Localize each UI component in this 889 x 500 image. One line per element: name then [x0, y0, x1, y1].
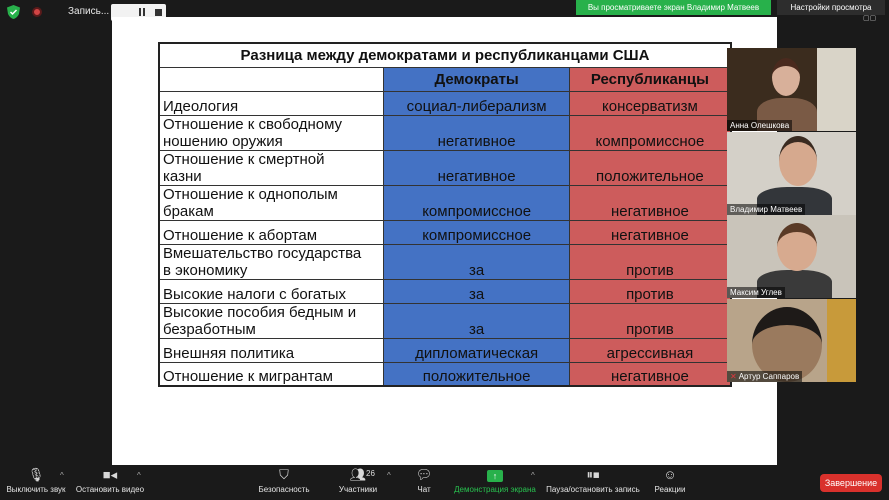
democrats-value: за [384, 244, 569, 279]
shield-icon[interactable] [7, 5, 20, 19]
table-row [159, 115, 731, 150]
reactions-label: Реакции [654, 485, 686, 494]
democrats-value: социал-либерализм [384, 91, 569, 115]
row-criterion [159, 303, 384, 338]
reactions-button[interactable] [652, 465, 688, 500]
pause-recording-button[interactable] [544, 465, 642, 500]
table-title: Разница между демократами и республиканцами США [159, 43, 731, 67]
table-row [159, 303, 731, 338]
participants-options-chevron-icon[interactable]: ^ [387, 471, 391, 480]
republicans-value: против [569, 303, 731, 338]
video-camera-icon: ■◂ [102, 467, 118, 482]
row-criterion [159, 220, 384, 244]
chat-button[interactable] [410, 465, 438, 500]
recording-label: Запись... [68, 6, 110, 17]
republicans-value: агрессивная [569, 338, 731, 362]
participant-face [777, 223, 817, 271]
chat-icon: 💬︎ [415, 467, 433, 482]
video-label: Остановить видео [75, 485, 145, 494]
table-row [159, 279, 731, 303]
row-criterion [159, 185, 384, 220]
row-criterion [159, 338, 384, 362]
democrats-value: негативное [384, 115, 569, 150]
participant-tile[interactable] [727, 299, 856, 382]
criterion-line: Отношение к мигрантам [163, 368, 333, 385]
criterion-line: Внешняя политика [163, 344, 295, 362]
mute-label: Выключить звук [6, 485, 66, 494]
table-row [159, 244, 731, 279]
row-criterion [159, 244, 384, 279]
table-row [159, 185, 731, 220]
republicans-value: против [569, 279, 731, 303]
meeting-toolbar [0, 465, 889, 500]
video-options-chevron-icon[interactable]: ^ [137, 471, 141, 480]
republicans-value: негативное [569, 362, 731, 386]
security-label: Безопасность [258, 485, 310, 494]
democrats-value: за [384, 303, 569, 338]
comparison-table [158, 42, 732, 387]
criterion-line: Вмешательство государства [163, 244, 362, 262]
criterion-line: казни [163, 167, 202, 185]
democrats-value: негативное [384, 150, 569, 185]
chat-label: Чат [417, 485, 431, 494]
security-button[interactable] [254, 465, 314, 500]
shield-icon: ⛉ [279, 467, 289, 482]
row-criterion [159, 91, 384, 115]
participants-count: 26 [366, 469, 375, 478]
pause-recording-label: Пауза/остановить запись [546, 485, 640, 494]
table-header-empty [159, 67, 384, 91]
democrats-value: за [384, 279, 569, 303]
header-democrats: Демократы [384, 67, 569, 91]
table-row [159, 338, 731, 362]
table-body [159, 91, 731, 386]
wall-background [827, 299, 856, 382]
democrats-value: компромиссное [384, 185, 569, 220]
end-meeting-button[interactable]: Завершение [820, 474, 882, 492]
democrats-value: положительное [384, 362, 569, 386]
criterion-line: безработным [163, 320, 256, 338]
wall-background [817, 48, 856, 131]
criterion-line: Высокие налоги с богатых [163, 285, 347, 303]
row-criterion [159, 362, 384, 386]
republicans-value: негативное [569, 185, 731, 220]
view-options-button[interactable]: Настройки просмотра [777, 0, 885, 15]
participant-name: Артур Саппаров [738, 372, 800, 381]
participant-name: Владимир Матвеев [727, 204, 805, 215]
pause-icon[interactable] [139, 8, 141, 16]
criterion-line: ношению оружия [163, 132, 283, 150]
share-screen-icon: ↑ [487, 470, 503, 482]
row-criterion [159, 279, 384, 303]
table-row [159, 362, 731, 386]
table-row [159, 220, 731, 244]
criterion-line: Отношение к однополым [163, 185, 338, 203]
participant-name: Максим Углев [727, 287, 785, 298]
share-screen-label: Демонстрация экрана [454, 485, 536, 494]
participant-face [772, 58, 800, 96]
criterion-line: в экономику [163, 261, 248, 279]
stop-video-button[interactable] [74, 465, 146, 500]
mic-muted-icon: ✕ [730, 372, 737, 381]
share-screen-button[interactable] [453, 465, 537, 500]
participant-face [779, 136, 817, 186]
smiley-icon: ☺ [663, 467, 677, 482]
shared-screen [112, 17, 777, 465]
criterion-line: Отношение к смертной [163, 150, 325, 168]
participant-name: Анна Олешкова [727, 120, 792, 131]
share-options-chevron-icon[interactable]: ^ [531, 471, 535, 480]
share-banner: Вы просматриваете экран Владимир Матвеев [576, 0, 771, 15]
democrats-value: дипломатическая [384, 338, 569, 362]
criterion-line: бракам [163, 202, 214, 220]
participants-icon: 👥︎ [349, 467, 367, 482]
row-criterion [159, 115, 384, 150]
table-row [159, 91, 731, 115]
democrats-value: компромиссное [384, 220, 569, 244]
recording-indicator-icon [32, 7, 42, 17]
participants-label: Участники [338, 485, 378, 494]
republicans-value: против [569, 244, 731, 279]
republicans-value: негативное [569, 220, 731, 244]
header-republicans: Республиканцы [569, 67, 731, 91]
criterion-line: Высокие пособия бедным и [163, 303, 357, 321]
stop-icon[interactable] [155, 9, 162, 16]
participant-name-bar [727, 371, 802, 382]
microphone-icon: 🎙︎ [27, 467, 45, 482]
participant-tile[interactable] [727, 215, 856, 298]
table-row [159, 150, 731, 185]
participant-tile[interactable] [727, 132, 856, 215]
republicans-value: положительное [569, 150, 731, 185]
view-mode-icon[interactable]: ▢▢ [863, 15, 877, 22]
participant-tile[interactable] [727, 48, 856, 131]
criterion-line: Идеология [163, 97, 239, 115]
republicans-value: компромиссное [569, 115, 731, 150]
pause-stop-icon: ⏸⏹ [586, 467, 600, 482]
criterion-line: Отношение к свободному [163, 115, 343, 133]
republicans-value: консерватизм [569, 91, 731, 115]
row-criterion [159, 150, 384, 185]
audio-options-chevron-icon[interactable]: ^ [60, 471, 64, 480]
criterion-line: Отношение к абортам [163, 226, 318, 244]
